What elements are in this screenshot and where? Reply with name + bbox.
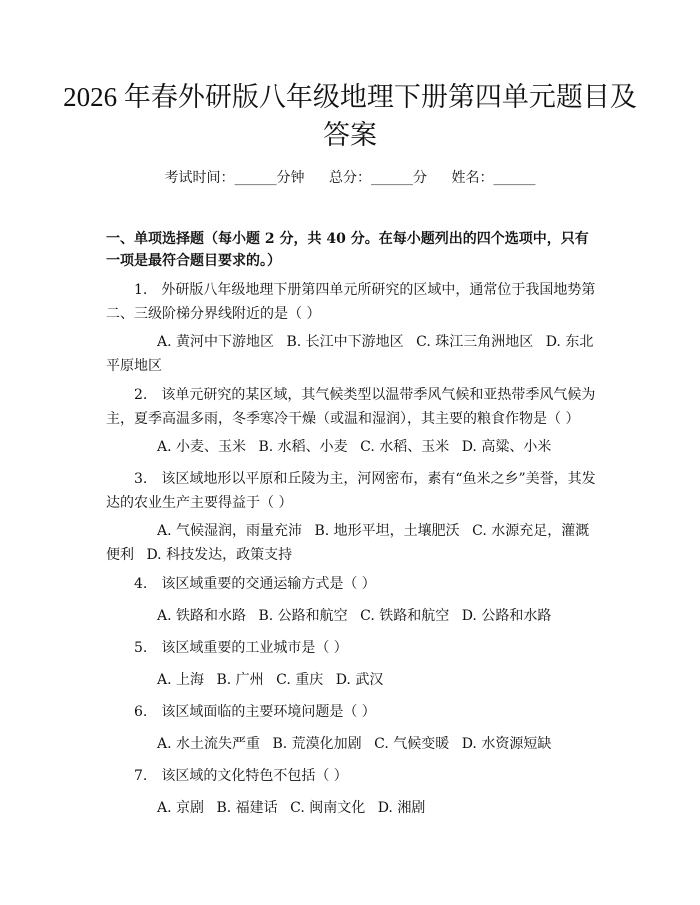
question-number: 2. [134, 387, 148, 403]
option-c: C. 水源充足，灌溉便利 [106, 523, 590, 563]
question-1 [106, 278, 600, 326]
option-a: A. 京剧 [157, 800, 205, 816]
question-number: 3. [134, 471, 148, 487]
question-1-options [106, 330, 600, 378]
question-number: 1. [134, 282, 148, 298]
question-5-options [106, 668, 600, 692]
option-b: B. 长江中下游地区 [286, 334, 404, 350]
question-number: 6. [134, 704, 148, 720]
question-3 [106, 467, 600, 515]
section-heading: 一、单项选择题（每小题 2 分，共 40 分。在每小题列出的四个选项中，只有一项是最符合题目要求的。） [106, 231, 589, 269]
question-text: 该区域面临的主要环境问题是（ ） [161, 704, 376, 720]
question-text: 该区域重要的工业城市是（ ） [161, 640, 348, 656]
question-2 [106, 383, 600, 431]
option-b: B. 地形平坦，土壤肥沃 [314, 523, 460, 539]
student-name-field: 姓名：______ [451, 170, 536, 186]
exam-time-field: 考试时间：______分钟 [164, 170, 305, 186]
option-d: D. 湘剧 [377, 800, 426, 816]
option-b: B. 公路和航空 [258, 608, 348, 624]
option-c: C. 重庆 [276, 672, 324, 688]
question-5 [106, 636, 600, 660]
question-4-options [106, 604, 600, 628]
page-title: 2026 年春外研版八年级地理下册第四单元题目及答案 [63, 82, 637, 150]
option-a: A. 小麦、玉米 [157, 439, 247, 455]
question-4 [106, 572, 600, 596]
question-7-options [106, 796, 600, 820]
question-number: 5. [134, 640, 148, 656]
option-d: D. 公路和水路 [461, 608, 552, 624]
option-b: B. 荒漠化加剧 [272, 736, 362, 752]
question-6 [106, 700, 600, 724]
option-a: A. 上海 [157, 672, 205, 688]
option-d: D. 高粱、小米 [461, 439, 552, 455]
question-number: 4. [134, 576, 148, 592]
option-c: C. 铁路和航空 [360, 608, 450, 624]
question-2-options [106, 435, 600, 459]
option-d: D. 东北平原地区 [106, 334, 594, 374]
question-text: 该区域的文化特色不包括（ ） [161, 768, 348, 784]
question-number: 7. [134, 768, 148, 784]
option-d: D. 武汉 [335, 672, 384, 688]
option-a: A. 气候湿润，雨量充沛 [157, 523, 303, 539]
option-b: B. 广州 [216, 672, 264, 688]
question-text: 外研版八年级地理下册第四单元所研究的区域中，通常位于我国地势第二、三级阶梯分界线附近的是（ ） [106, 282, 596, 322]
option-c: C. 气候变暖 [374, 736, 450, 752]
option-a: A. 黄河中下游地区 [157, 334, 275, 350]
option-c: C. 水稻、玉米 [360, 439, 450, 455]
question-7 [106, 764, 600, 788]
option-b: B. 水稻、小麦 [258, 439, 348, 455]
option-d: D. 科技发达，政策支持 [146, 547, 293, 563]
question-text: 该单元研究的某区域，其气候类型以温带季风气候和亚热带季风气候为主，夏季高温多雨，冬季寒冷干燥（或温和湿润），其主要的粮食作物是（ ） [106, 387, 596, 427]
option-b: B. 福建话 [216, 800, 278, 816]
option-d: D. 水资源短缺 [461, 736, 552, 752]
question-6-options [106, 732, 600, 756]
option-c: C. 闽南文化 [290, 800, 366, 816]
total-score-field: 总分：______分 [329, 170, 427, 186]
question-text: 该区域地形以平原和丘陵为主，河网密布，素有“鱼米之乡”美誉，其发达的农业生产主要得益于（ ） [106, 471, 596, 511]
option-c: C. 珠江三角洲地区 [416, 334, 534, 350]
question-3-options [106, 519, 600, 567]
question-text: 该区域重要的交通运输方式是（ ） [161, 576, 376, 592]
option-a: A. 水土流失严重 [157, 736, 261, 752]
option-a: A. 铁路和水路 [157, 608, 247, 624]
exam-meta [0, 168, 700, 188]
